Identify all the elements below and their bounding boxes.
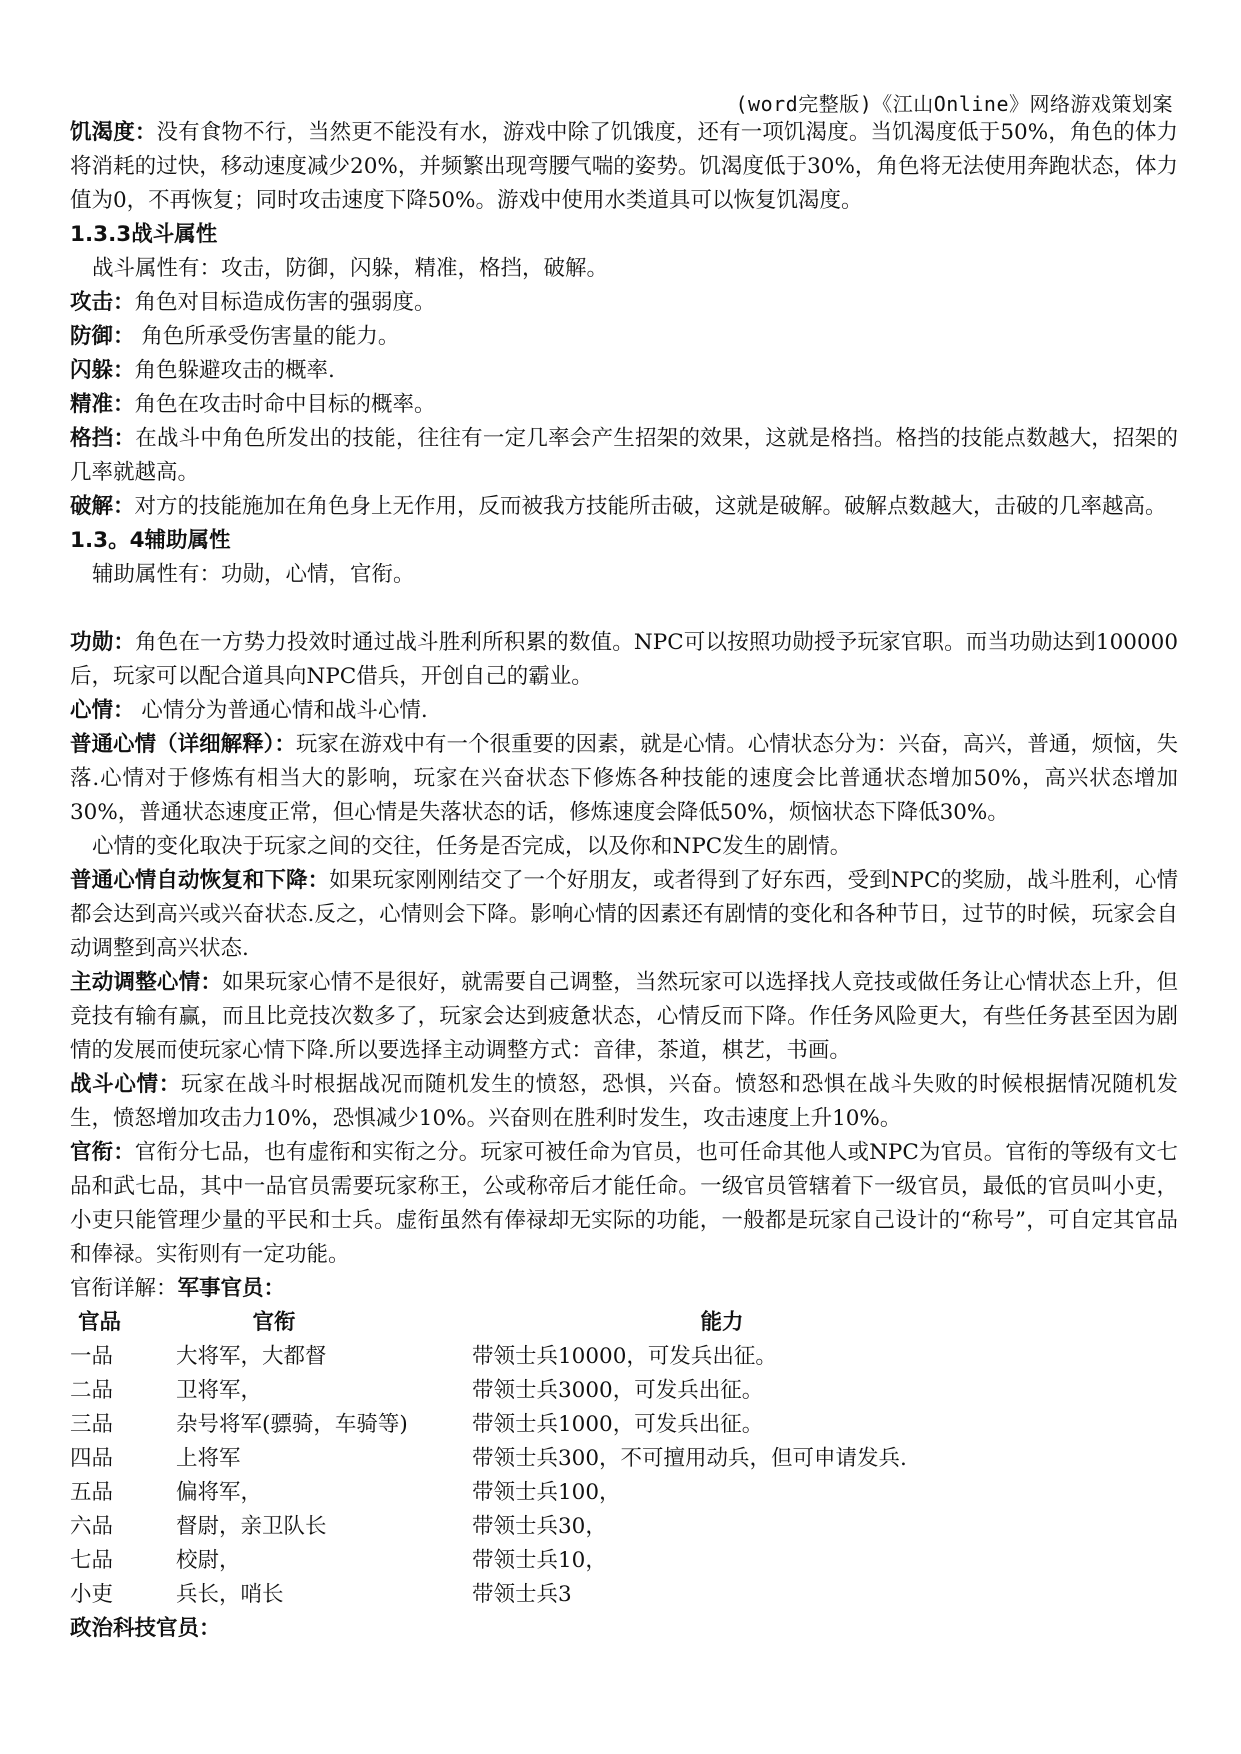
paragraph-battle-mood [70, 1068, 1178, 1136]
cell-ability: 带领士兵3000，可发兵出征。 [472, 1378, 764, 1403]
term-label: 主动调整心情： [70, 970, 223, 995]
cell-grade: 五品 [70, 1480, 114, 1505]
cell-title: 偏将军， [176, 1480, 263, 1505]
cell-ability: 带领士兵300，不可擅用动兵，但可申请发兵. [472, 1446, 907, 1471]
cell-ability: 带领士兵30， [472, 1514, 607, 1539]
cell-title: 上将军 [176, 1446, 241, 1471]
cell-grade: 六品 [70, 1514, 114, 1539]
term-label: 精准： [70, 392, 135, 417]
page-header: (word完整版)《江山Online》网络游戏策划案 [735, 92, 1173, 116]
term-label: 普通心情（详细解释）： [70, 732, 296, 757]
term-label: 闪躲： [70, 358, 135, 383]
military-label: 军事官员： [177, 1276, 286, 1301]
paragraph-combat-defense [70, 320, 1178, 354]
table-row [70, 1442, 912, 1476]
paragraph-mood-note: 心情的变化取决于玩家之间的交往，任务是否完成，以及你和NPC发生的剧情。 [92, 834, 852, 859]
paragraph-active-mood [70, 966, 1178, 1068]
paragraph-combat-attack [70, 286, 1178, 320]
term-text: 没有食物不行，当然更不能没有水，游戏中除了饥饿度，还有一项饥渴度。当饥渴度低于50%，角色的体力将消耗的过快，移动速度减少20%，并频繁出现弯腰气喘的姿势。饥渴度低于30%，角色将无法使用奔跑状态，体力值为0，不再恢复；同时攻击速度下降50%。游戏中使用水类道具可以恢复饥渴度。 [70, 120, 1178, 213]
table-header-row [70, 1306, 912, 1340]
paragraph-normal-mood [70, 728, 1178, 830]
section-heading-aux: 1.3。4辅助属性 [70, 528, 231, 553]
blank-line [70, 592, 1178, 626]
cell-title: 杂号将军(骠骑，车骑等) [176, 1412, 408, 1437]
term-text: 角色在一方势力投效时通过战斗胜利所积累的数值。NPC可以按照功勋授予玩家官职。而当功勋达到100000后，玩家可以配合道具向NPC借兵，开创自己的霸业。 [70, 630, 1178, 689]
term-label: 官衔： [70, 1140, 135, 1165]
paragraph-mood [70, 694, 1178, 728]
paragraph-political [70, 1612, 1178, 1646]
paragraph-combat-accuracy [70, 388, 1178, 422]
cell-ability: 带领士兵3 [472, 1582, 572, 1607]
term-label: 功勋： [70, 630, 136, 655]
cell-ability: 带领士兵100， [472, 1480, 621, 1505]
term-text: 玩家在游戏中有一个很重要的因素，就是心情。心情状态分为：兴奋，高兴，普通，烦恼，失落.心情对于修炼有相当大的影响，玩家在兴奋状态下修炼各种技能的速度会比普通状态增加50%，高兴状态增加30%，普通状态速度正常，但心情是失落状态的话，修炼速度会降低50%，烦恼状态下降低30%。 [70, 732, 1178, 825]
paragraph-combat-parry [70, 422, 1178, 490]
cell-grade: 四品 [70, 1446, 114, 1471]
cell-ability: 带领士兵10， [472, 1548, 607, 1573]
paragraph-auto-mood [70, 864, 1178, 966]
term-label: 战斗心情： [70, 1072, 181, 1097]
term-label: 饥渴度： [70, 120, 157, 145]
term-text: 如果玩家心情不是很好，就需要自己调整，当然玩家可以选择找人竞技或做任务让心情状态上升，但竞技有输有赢，而且比竞技次数多了，玩家会达到疲惫状态，心情反而下降。作任务风险更大，有些任务甚至因为剧情的发展而使玩家心情下降.所以要选择主动调整方式：音律，茶道，棋艺，书画。 [70, 970, 1178, 1063]
aux-intro: 辅助属性有：功勋，心情，官衔。 [92, 562, 415, 587]
cell-grade: 一品 [70, 1344, 114, 1369]
term-text: 如果玩家刚刚结交了一个好朋友，或者得到了好东西，受到NPC的奖励，战斗胜利，心情都会达到高兴或兴奋状态.反之，心情则会下降。影响心情的因素还有剧情的变化和各种节日，过节的时候，玩家会自动调整到高兴状态. [70, 868, 1178, 961]
cell-grade: 七品 [70, 1548, 114, 1573]
cell-ability: 带领士兵1000，可发兵出征。 [472, 1412, 764, 1437]
cell-grade: 三品 [70, 1412, 114, 1437]
cell-title: 卫将军， [176, 1378, 263, 1403]
term-label: 普通心情自动恢复和下降： [70, 868, 330, 893]
term-text: 角色躲避攻击的概率. [134, 358, 335, 383]
table-row [70, 1340, 912, 1374]
combat-intro: 战斗属性有：攻击，防御，闪躲，精准，格挡，破解。 [92, 256, 609, 281]
table-row [70, 1476, 912, 1510]
term-text: 对方的技能施加在角色身上无作用，反而被我方技能所击破，这就是破解。破解点数越大，击破的几率越高。 [134, 494, 1167, 519]
term-text: 玩家在战斗时根据战况而随机发生的愤怒，恐惧，兴奋。愤怒和恐惧在战斗失败的时候根据情况随机发生，愤怒增加攻击力10%，恐惧减少10%。兴奋则在胜利时发生，攻击速度上升10%。 [70, 1072, 1178, 1131]
term-label: 心情： [70, 698, 135, 723]
detail-prefix: 官衔详解： [70, 1276, 178, 1301]
paragraph-combat-break [70, 490, 1178, 524]
paragraph-thirst [70, 116, 1178, 218]
paragraph-combat-dodge [70, 354, 1178, 388]
term-label: 攻击： [70, 290, 135, 315]
term-label: 破解： [70, 494, 135, 519]
cell-grade: 小吏 [70, 1582, 114, 1607]
column-header-grade: 官品 [78, 1310, 122, 1335]
cell-title: 兵长，哨长 [176, 1582, 284, 1607]
column-header-ability: 能力 [700, 1310, 744, 1335]
term-text: 心情分为普通心情和战斗心情. [134, 698, 428, 723]
table-row [70, 1544, 912, 1578]
term-label: 格挡： [70, 426, 136, 451]
military-rank-table [70, 1306, 912, 1612]
table-row [70, 1408, 912, 1442]
term-label: 防御： [70, 324, 135, 349]
term-text: 角色对目标造成伤害的强弱度。 [134, 290, 436, 315]
paragraph-merit [70, 626, 1178, 694]
term-text: 官衔分七品，也有虚衔和实衔之分。玩家可被任命为官员，也可任命其他人或NPC为官员。官衔的等级有文七品和武七品，其中一品官员需要玩家称王，公或称帝后才能任命。一级官员管辖着下一级官员，最低的官员叫小吏，小吏只能管理少量的平民和士兵。虚衔虽然有俸禄却无实际的功能，一般都是玩家自己设计的“称号”，可自定其官品和俸禄。实衔则有一定功能。 [70, 1140, 1178, 1267]
cell-title: 校尉， [176, 1548, 241, 1573]
paragraph-rank [70, 1136, 1178, 1272]
term-text: 角色所承受伤害量的能力。 [134, 324, 400, 349]
column-header-title: 官衔 [252, 1310, 296, 1335]
term-text: 在战斗中角色所发出的技能，往往有一定几率会产生招架的效果，这就是格挡。格挡的技能点数越大，招架的几率就越高。 [70, 426, 1178, 485]
cell-ability: 带领士兵10000，可发兵出征。 [472, 1344, 777, 1369]
term-text: 角色在攻击时命中目标的概率。 [134, 392, 436, 417]
cell-grade: 二品 [70, 1378, 114, 1403]
document-body [70, 116, 1178, 1646]
paragraph-rank-detail [70, 1272, 1178, 1306]
table-row [70, 1374, 912, 1408]
table-row [70, 1578, 912, 1612]
political-label: 政治科技官员： [70, 1616, 221, 1641]
section-heading-combat: 1.3.3战斗属性 [70, 222, 218, 247]
cell-title: 督尉，亲卫队长 [176, 1514, 327, 1539]
table-row [70, 1510, 912, 1544]
cell-title: 大将军，大都督 [176, 1344, 327, 1369]
